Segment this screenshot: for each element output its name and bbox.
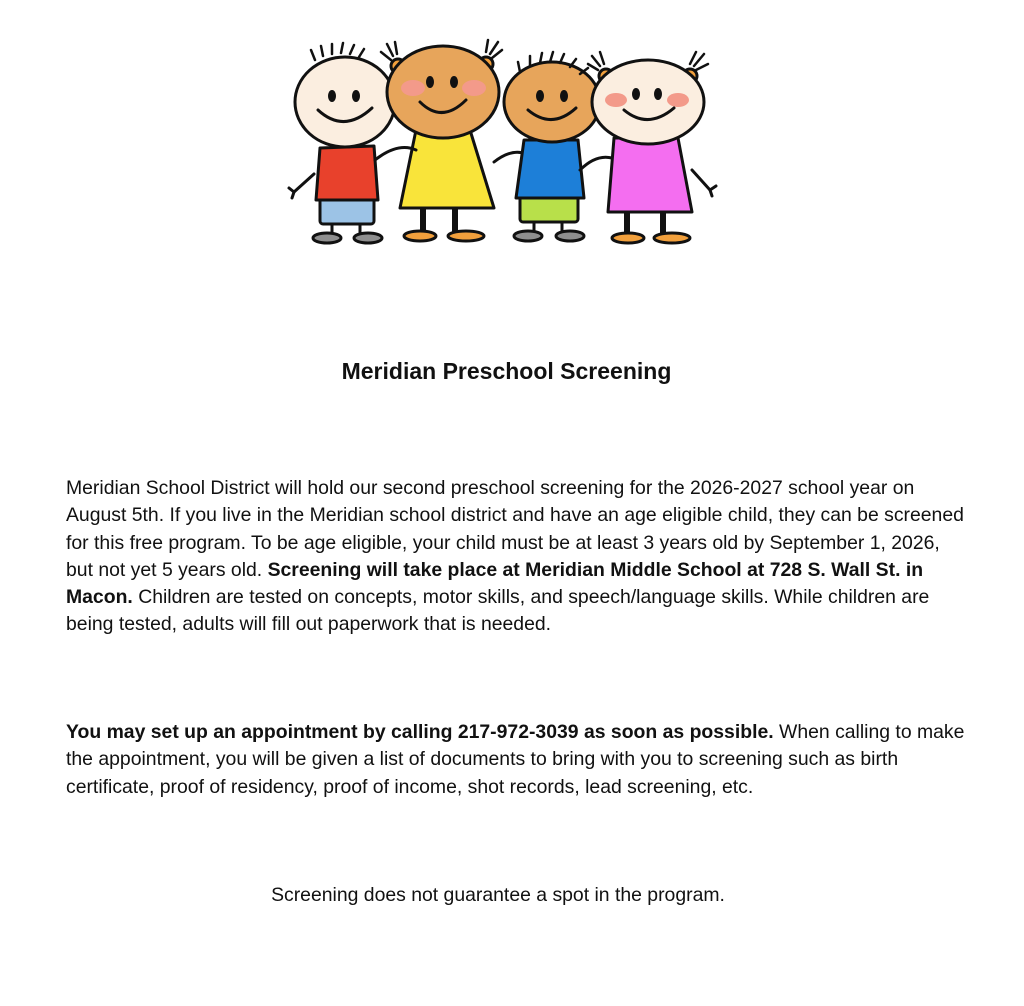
- disclaimer-note: Screening does not guarantee a spot in the program.: [271, 884, 725, 906]
- appointment-phone-text: You may set up an appointment by calling 217-972-3039 as soon as possible.: [66, 721, 774, 743]
- child-pink-shirt: [580, 52, 716, 243]
- appointment-paragraph: [66, 719, 966, 801]
- screening-details-text: Children are tested on concepts, motor skills, and speech/language skills. While children are being tested, adults will fill out paperwork that is needed.: [66, 586, 930, 636]
- child-blue-shirt: [494, 52, 600, 241]
- appointment-details-text: When calling to make the appointment, you will be given a list of documents to bring with you to screening such as birth certificate, proof of residency, proof of income, shot records, lead screening, etc.: [66, 721, 965, 798]
- children-illustration: [280, 30, 730, 255]
- screening-info-paragraph: [66, 475, 966, 639]
- page-title: Meridian Preschool Screening: [341, 358, 672, 384]
- child-yellow-shirt: [375, 40, 502, 241]
- screening-intro-text: Meridian School District will hold our second preschool screening for the 2026-2027 school year on August 5th. If you live in the Meridian school district and have an age eligible child, they can be screened for this free program. To be age eligible, your child must be at least 3 years old by September 1, 2026, but not yet 5 years old.: [66, 477, 964, 581]
- screening-location-text: Screening will take place at Meridian Middle School at 728 S. Wall St. in Macon.: [66, 558, 924, 609]
- child-red-shirt: [289, 43, 395, 243]
